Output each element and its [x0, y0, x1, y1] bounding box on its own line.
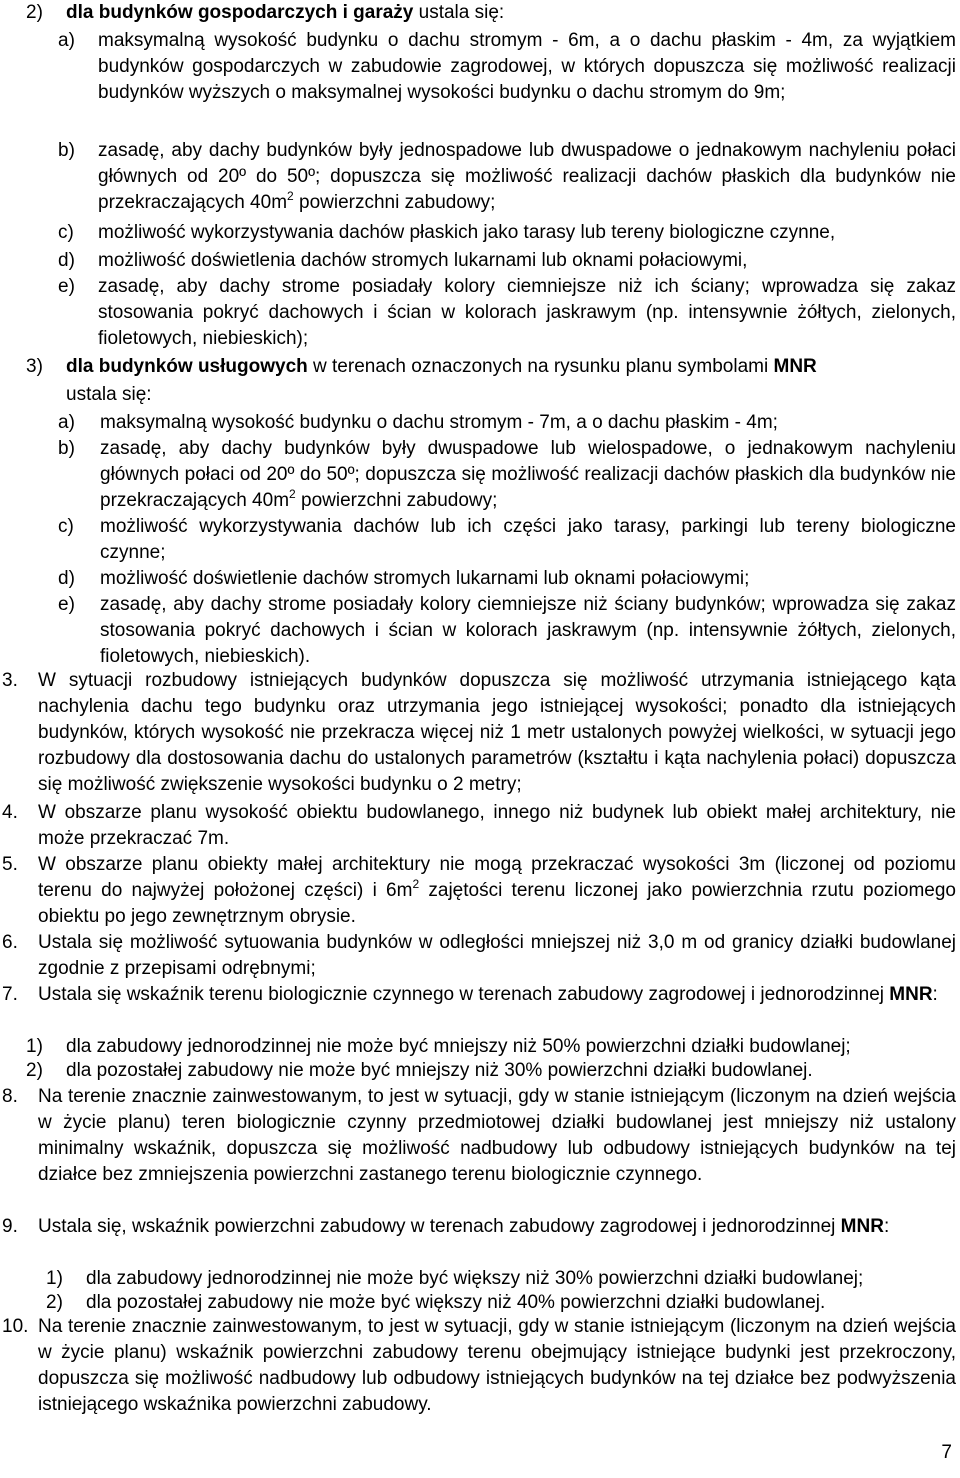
- list-item: 1) dla zabudowy jednorodzinnej nie może być mniejszy niż 50% powierzchni działki budowlanej;: [26, 1036, 851, 1057]
- list-item: 2) dla pozostałej zabudowy nie może być mniejszy niż 30% powierzchni działki budowlanej.: [26, 1060, 813, 1081]
- paragraph-4: 4. W obszarze planu wysokość obiektu budowlanego, innego niż budynek lub obiekt małej architektury, nie może przekraczać 7m.: [2, 802, 956, 849]
- paragraph-9: 9. Ustala się, wskaźnik powierzchni zabudowy w terenach zabudowy zagrodowej i jednorodzinnej MNR:: [2, 1216, 890, 1237]
- paragraph-5: 5. W obszarze planu obiekty małej architektury nie mogą przekraczać wysokości 3m (liczonej od poziomu terenu do najwyżej położonej części) i $6m^2$ zajętości terenu liczonej jako powierzchnia rzutu poziomego obiektu po jego zewnętrznym obrysie.: [2, 854, 956, 927]
- list-item: c) możliwość wykorzystywania dachów płaskich jako tarasy lub tereny biologiczne czynne,: [58, 222, 836, 243]
- list-item: e) zasadę, aby dachy strome posiadały kolory ciemniejsze niż ściany budynków; wprowadza się zakaz stosowania pokryć dachowych i ścian w kolorach jaskrawym (np. intensywnie żółtych, zielonych, fioletowych, niebieskich).: [58, 594, 956, 667]
- list-item: a) maksymalną wysokość budynku o dachu stromym - 7m, a o dachu płaskim - 4m;: [58, 412, 778, 433]
- list-item: e) zasadę, aby dachy strome posiadały kolory ciemniejsze niż ich ściany; wprowadza się zakaz stosowania pokryć dachowych i ścian w kolorach jaskrawym (np. intensywnie żółtych, zielonych, fioletowych, niebieskich);: [58, 276, 956, 349]
- list-item: b) zasadę, aby dachy budynków były jednospadowe lub dwuspadowe o jednakowym nachyleniu połaci głównych od 20º do 50º; dopuszcza się możliwość realizacji dachów płaskich dla budynków nie przekraczających $40m^2$ powierzchni zabudowy;: [58, 140, 956, 213]
- section-3-heading: 3) dla budynków usługowych w terenach oznaczonych na rysunku planu symbolami MNR: [26, 356, 817, 377]
- section-3-title: dla budynków usługowych: [66, 356, 308, 377]
- list-item: 2) dla pozostałej zabudowy nie może być większy niż 40% powierzchni działki budowlanej.: [46, 1292, 826, 1313]
- section-2-heading: 2) dla budynków gospodarczych i garaży ustala się:: [26, 2, 505, 23]
- list-item: d) możliwość doświetlenie dachów stromych lukarnami lub oknami połaciowymi;: [58, 568, 750, 589]
- list-item: c) możliwość wykorzystywania dachów lub ich części jako tarasy, parkingi lub tereny biologiczne czynne;: [58, 516, 956, 563]
- paragraph-7: 7. Ustala się wskaźnik terenu biologicznie czynnego w terenach zabudowy zagrodowej i jednorodzinnej MNR:: [2, 984, 938, 1005]
- list-item: 1) dla zabudowy jednorodzinnej nie może być większy niż 30% powierzchni działki budowlanej;: [46, 1268, 864, 1289]
- section-3-heading-cont: ustala się:: [66, 384, 152, 405]
- paragraph-3: 3. W sytuacji rozbudowy istniejących budynków dopuszcza się możliwość utrzymania istniejącego kąta nachylenia dachu tego budynku oraz utrzymania jego istniejącej wysokości; ponadto dla istniejących budynków, których wysokość nie przekracza więcej niż 1 metr ustalonych powyżej wielkości, w sytuacji jego rozbudowy dla dostosowania dachu do ustalonych parametrów (kształtu i kąta nachylenia połaci) dopuszcza się możliwość zwiększenie wysokości budynku o 2 metry;: [2, 670, 956, 795]
- list-item: a) maksymalną wysokość budynku o dachu stromym - 6m, a o dachu płaskim - 4m, za wyjątkiem budynków gospodarczych w zabudowie zagrodowej, w których dopuszcza się możliwość realizacji budynków wyższych o maksymalnej wysokości budynku o dachu stromym do 9m;: [58, 30, 956, 103]
- paragraph-10: 10. Na terenie znacznie zainwestowanym, to jest w sytuacji, gdy w stanie istniejącym (liczonym na dzień wejścia w życie planu) wskaźnik powierzchni zabudowy terenu obejmujący istniejące budynki jest przekroczony, dopuszcza się możliwość nadbudowy lub odbudowy istniejących budynków na tej działce bez podwyższenia istniejącego wskaźnika powierzchni zabudowy.: [2, 1316, 956, 1415]
- page-number: 7: [941, 1442, 952, 1463]
- paragraph-6: 6. Ustala się możliwość sytuowania budynków w odległości mniejszej niż 3,0 m od granicy działki budowlanej zgodnie z przepisami odrębnymi;: [2, 932, 956, 979]
- list-item: d) możliwość doświetlenia dachów stromych lukarnami lub oknami połaciowymi,: [58, 250, 748, 271]
- list-item: b) zasadę, aby dachy budynków były dwuspadowe lub wielospadowe, o jednakowym nachyleniu głównych połaci od 20º do 50º; dopuszcza się możliwość realizacji dachów płaskich dla budynków nie przekraczających $40m^2$ powierzchni zabudowy;: [58, 438, 956, 511]
- paragraph-8: 8. Na terenie znacznie zainwestowanym, to jest w sytuacji, gdy w stanie istniejącym (liczonym na dzień wejścia w życie planu) teren biologicznie czynny przedmiotowej działki budowlanej jest mniejszy niż ustalony minimalny wskaźnik, dopuszcza się możliwość nadbudowy lub odbudowy istniejących budynków na tej działce bez zmniejszenia powierzchni zastanego terenu biologicznie czynnego.: [2, 1086, 956, 1185]
- section-2-title: dla budynków gospodarczych i garaży: [66, 2, 414, 23]
